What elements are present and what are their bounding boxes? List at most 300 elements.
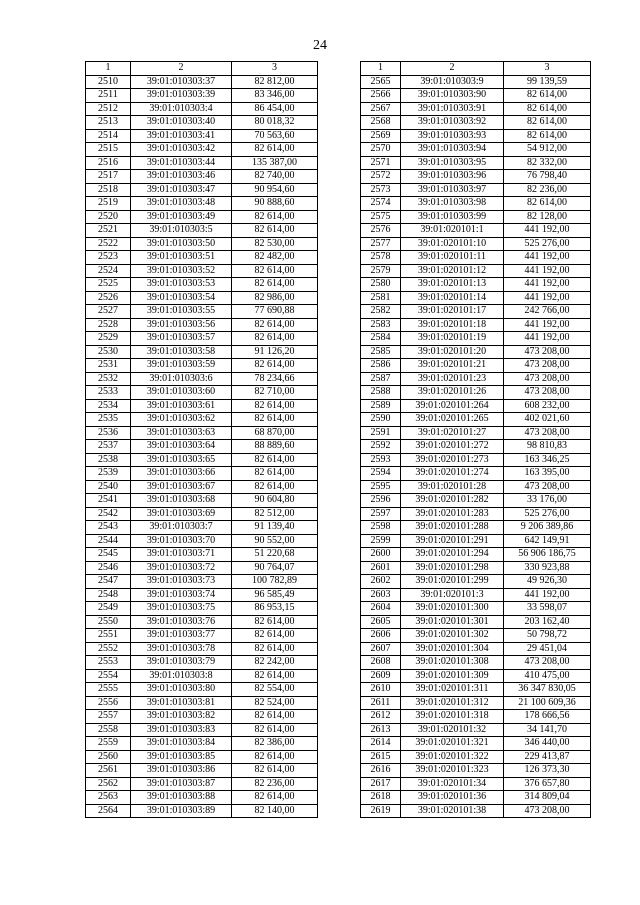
row-number-cell: 2525 — [86, 278, 131, 292]
table-row — [86, 669, 318, 683]
cadastral-number-cell: 39:01:020101:282 — [401, 494, 504, 508]
row-number-cell: 2551 — [86, 629, 131, 643]
table-row — [86, 602, 318, 616]
cadastral-number-cell: 39:01:010303:95 — [401, 156, 504, 170]
value-cell: 86 953,15 — [232, 602, 318, 616]
cadastral-number-cell: 39:01:010303:51 — [131, 251, 232, 265]
value-cell: 163 346,25 — [504, 453, 591, 467]
row-number-cell: 2553 — [86, 656, 131, 670]
row-number-cell: 2549 — [86, 602, 131, 616]
column-header-value: 3 — [504, 62, 591, 76]
cadastral-number-cell: 39:01:020101:21 — [401, 359, 504, 373]
row-number-cell: 2612 — [361, 710, 401, 724]
row-number-cell: 2595 — [361, 480, 401, 494]
column-header-number: 1 — [86, 62, 131, 76]
row-number-cell: 2600 — [361, 548, 401, 562]
cadastral-number-cell: 39:01:010303:91 — [401, 102, 504, 116]
cadastral-number-cell: 39:01:010303:76 — [131, 615, 232, 629]
table-row — [361, 332, 591, 346]
value-cell: 86 454,00 — [232, 102, 318, 116]
table-row — [86, 102, 318, 116]
table-row — [86, 791, 318, 805]
cadastral-number-cell: 39:01:020101:304 — [401, 642, 504, 656]
value-cell: 82 530,00 — [232, 237, 318, 251]
value-cell: 82 614,00 — [232, 629, 318, 643]
row-number-cell: 2615 — [361, 750, 401, 764]
cadastral-number-cell: 39:01:010303:55 — [131, 305, 232, 319]
row-number-cell: 2545 — [86, 548, 131, 562]
table-row — [86, 737, 318, 751]
row-number-cell: 2572 — [361, 170, 401, 184]
value-cell: 82 614,00 — [232, 359, 318, 373]
row-number-cell: 2608 — [361, 656, 401, 670]
value-cell: 82 332,00 — [504, 156, 591, 170]
cadastral-number-cell: 39:01:010303:64 — [131, 440, 232, 454]
cadastral-number-cell: 39:01:020101:13 — [401, 278, 504, 292]
table-row — [361, 143, 591, 157]
table-row — [361, 629, 591, 643]
cadastral-number-cell: 39:01:010303:39 — [131, 89, 232, 103]
value-cell: 82 236,00 — [504, 183, 591, 197]
row-number-cell: 2568 — [361, 116, 401, 130]
cadastral-number-cell: 39:01:010303:96 — [401, 170, 504, 184]
row-number-cell: 2611 — [361, 696, 401, 710]
table-row — [361, 156, 591, 170]
table-row — [86, 264, 318, 278]
value-cell: 473 208,00 — [504, 345, 591, 359]
row-number-cell: 2606 — [361, 629, 401, 643]
row-number-cell: 2520 — [86, 210, 131, 224]
row-number-cell: 2514 — [86, 129, 131, 143]
cadastral-number-cell: 39:01:020101:3 — [401, 588, 504, 602]
value-cell: 203 162,40 — [504, 615, 591, 629]
row-number-cell: 2613 — [361, 723, 401, 737]
value-cell: 473 208,00 — [504, 656, 591, 670]
table-row — [361, 588, 591, 602]
row-number-cell: 2521 — [86, 224, 131, 238]
cadastral-number-cell: 39:01:010303:83 — [131, 723, 232, 737]
cadastral-number-cell: 39:01:010303:57 — [131, 332, 232, 346]
value-cell: 82 614,00 — [232, 143, 318, 157]
table-row — [86, 345, 318, 359]
value-cell: 29 451,04 — [504, 642, 591, 656]
row-number-cell: 2537 — [86, 440, 131, 454]
value-cell: 91 126,20 — [232, 345, 318, 359]
value-cell: 98 810,83 — [504, 440, 591, 454]
row-number-cell: 2536 — [86, 426, 131, 440]
value-cell: 82 614,00 — [232, 480, 318, 494]
table-row — [361, 129, 591, 143]
row-number-cell: 2524 — [86, 264, 131, 278]
row-number-cell: 2587 — [361, 372, 401, 386]
table-row — [361, 426, 591, 440]
table-row — [86, 615, 318, 629]
value-cell: 525 276,00 — [504, 237, 591, 251]
table-row — [86, 750, 318, 764]
value-cell: 82 614,00 — [504, 129, 591, 143]
value-cell: 163 395,00 — [504, 467, 591, 481]
row-number-cell: 2540 — [86, 480, 131, 494]
table-header-row — [361, 62, 591, 76]
cadastral-number-cell: 39:01:020101:323 — [401, 764, 504, 778]
cadastral-number-cell: 39:01:010303:60 — [131, 386, 232, 400]
table-row — [86, 129, 318, 143]
cadastral-number-cell: 39:01:010303:59 — [131, 359, 232, 373]
cadastral-number-cell: 39:01:020101:321 — [401, 737, 504, 751]
value-cell: 76 798,40 — [504, 170, 591, 184]
value-cell: 441 192,00 — [504, 332, 591, 346]
value-cell: 473 208,00 — [504, 372, 591, 386]
value-cell: 82 524,00 — [232, 696, 318, 710]
table-row — [86, 170, 318, 184]
row-number-cell: 2512 — [86, 102, 131, 116]
value-cell: 99 139,59 — [504, 75, 591, 89]
row-number-cell: 2575 — [361, 210, 401, 224]
row-number-cell: 2598 — [361, 521, 401, 535]
cadastral-number-cell: 39:01:020101:34 — [401, 777, 504, 791]
row-number-cell: 2596 — [361, 494, 401, 508]
table-row — [361, 237, 591, 251]
row-number-cell: 2610 — [361, 683, 401, 697]
table-row — [361, 224, 591, 238]
row-number-cell: 2580 — [361, 278, 401, 292]
row-number-cell: 2559 — [86, 737, 131, 751]
value-cell: 441 192,00 — [504, 251, 591, 265]
row-number-cell: 2513 — [86, 116, 131, 130]
value-cell: 82 614,00 — [232, 723, 318, 737]
cadastral-number-cell: 39:01:010303:77 — [131, 629, 232, 643]
table-row — [86, 453, 318, 467]
value-cell: 82 614,00 — [232, 710, 318, 724]
row-number-cell: 2528 — [86, 318, 131, 332]
table-row — [86, 237, 318, 251]
table-row — [86, 629, 318, 643]
cadastral-number-cell: 39:01:020101:312 — [401, 696, 504, 710]
table-row — [86, 683, 318, 697]
row-number-cell: 2518 — [86, 183, 131, 197]
row-number-cell: 2510 — [86, 75, 131, 89]
value-cell: 242 766,00 — [504, 305, 591, 319]
value-cell: 178 666,56 — [504, 710, 591, 724]
cadastral-number-cell: 39:01:020101:11 — [401, 251, 504, 265]
value-cell: 82 614,00 — [232, 332, 318, 346]
cadastral-number-cell: 39:01:020101:308 — [401, 656, 504, 670]
cadastral-number-cell: 39:01:010303:98 — [401, 197, 504, 211]
value-cell: 21 100 609,36 — [504, 696, 591, 710]
row-number-cell: 2578 — [361, 251, 401, 265]
value-cell: 473 208,00 — [504, 386, 591, 400]
row-number-cell: 2566 — [361, 89, 401, 103]
value-cell: 82 614,00 — [232, 750, 318, 764]
value-cell: 90 764,07 — [232, 561, 318, 575]
table-row — [361, 669, 591, 683]
row-number-cell: 2590 — [361, 413, 401, 427]
row-number-cell: 2563 — [86, 791, 131, 805]
row-number-cell: 2570 — [361, 143, 401, 157]
cadastral-number-cell: 39:01:020101:10 — [401, 237, 504, 251]
cadastral-number-cell: 39:01:010303:53 — [131, 278, 232, 292]
value-cell: 50 798,72 — [504, 629, 591, 643]
cadastral-number-cell: 39:01:010303:40 — [131, 116, 232, 130]
row-number-cell: 2539 — [86, 467, 131, 481]
value-cell: 68 870,00 — [232, 426, 318, 440]
cadastral-number-cell: 39:01:010303:48 — [131, 197, 232, 211]
row-number-cell: 2516 — [86, 156, 131, 170]
cadastral-number-cell: 39:01:010303:46 — [131, 170, 232, 184]
table-row — [361, 507, 591, 521]
table-row — [86, 588, 318, 602]
value-cell: 82 140,00 — [232, 804, 318, 818]
row-number-cell: 2579 — [361, 264, 401, 278]
table-row — [86, 494, 318, 508]
row-number-cell: 2577 — [361, 237, 401, 251]
cadastral-number-cell: 39:01:020101:311 — [401, 683, 504, 697]
row-number-cell: 2511 — [86, 89, 131, 103]
value-cell: 608 232,00 — [504, 399, 591, 413]
cadastral-number-cell: 39:01:010303:81 — [131, 696, 232, 710]
table-row — [86, 183, 318, 197]
table-row — [361, 480, 591, 494]
table-row — [361, 548, 591, 562]
value-cell: 642 149,91 — [504, 534, 591, 548]
value-cell: 82 482,00 — [232, 251, 318, 265]
cadastral-number-cell: 39:01:010303:86 — [131, 764, 232, 778]
row-number-cell: 2599 — [361, 534, 401, 548]
cadastral-number-cell: 39:01:010303:73 — [131, 575, 232, 589]
row-number-cell: 2550 — [86, 615, 131, 629]
table-row — [86, 710, 318, 724]
row-number-cell: 2588 — [361, 386, 401, 400]
row-number-cell: 2554 — [86, 669, 131, 683]
cadastral-number-cell: 39:01:010303:9 — [401, 75, 504, 89]
row-number-cell: 2555 — [86, 683, 131, 697]
value-cell: 90 954,60 — [232, 183, 318, 197]
table-row — [361, 710, 591, 724]
row-number-cell: 2519 — [86, 197, 131, 211]
value-cell: 82 614,00 — [232, 615, 318, 629]
table-row — [361, 102, 591, 116]
table-row — [86, 386, 318, 400]
table-row — [361, 453, 591, 467]
table-row — [86, 399, 318, 413]
cadastral-number-cell: 39:01:020101:19 — [401, 332, 504, 346]
cadastral-number-cell: 39:01:020101:14 — [401, 291, 504, 305]
table-row — [86, 548, 318, 562]
table-row — [86, 156, 318, 170]
cadastral-number-cell: 39:01:010303:71 — [131, 548, 232, 562]
cadastral-number-cell: 39:01:020101:272 — [401, 440, 504, 454]
cadastral-number-cell: 39:01:010303:75 — [131, 602, 232, 616]
cadastral-number-cell: 39:01:010303:79 — [131, 656, 232, 670]
cadastral-number-cell: 39:01:010303:42 — [131, 143, 232, 157]
table-row — [361, 413, 591, 427]
table-row — [86, 278, 318, 292]
value-cell: 473 208,00 — [504, 359, 591, 373]
row-number-cell: 2560 — [86, 750, 131, 764]
value-cell: 70 563,60 — [232, 129, 318, 143]
cadastral-number-cell: 39:01:010303:6 — [131, 372, 232, 386]
table-row — [86, 804, 318, 818]
cadastral-number-cell: 39:01:010303:90 — [401, 89, 504, 103]
value-cell: 82 614,00 — [232, 278, 318, 292]
table-row — [86, 561, 318, 575]
table-header-row — [86, 62, 318, 76]
cadastral-number-cell: 39:01:010303:70 — [131, 534, 232, 548]
cadastral-number-cell: 39:01:010303:50 — [131, 237, 232, 251]
table-row — [361, 210, 591, 224]
cadastral-number-cell: 39:01:010303:66 — [131, 467, 232, 481]
row-number-cell: 2533 — [86, 386, 131, 400]
table-row — [86, 143, 318, 157]
value-cell: 314 809,04 — [504, 791, 591, 805]
value-cell: 82 986,00 — [232, 291, 318, 305]
cadastral-number-cell: 39:01:010303:65 — [131, 453, 232, 467]
row-number-cell: 2597 — [361, 507, 401, 521]
value-cell: 82 614,00 — [232, 413, 318, 427]
row-number-cell: 2529 — [86, 332, 131, 346]
value-cell: 100 782,89 — [232, 575, 318, 589]
row-number-cell: 2546 — [86, 561, 131, 575]
value-cell: 410 475,00 — [504, 669, 591, 683]
cadastral-number-cell: 39:01:020101:322 — [401, 750, 504, 764]
cadastral-number-cell: 39:01:020101:283 — [401, 507, 504, 521]
cadastral-number-cell: 39:01:010303:80 — [131, 683, 232, 697]
column-header-value: 3 — [232, 62, 318, 76]
value-cell: 82 614,00 — [232, 210, 318, 224]
row-number-cell: 2574 — [361, 197, 401, 211]
table-row — [86, 251, 318, 265]
cadastral-number-cell: 39:01:010303:7 — [131, 521, 232, 535]
value-cell: 126 373,30 — [504, 764, 591, 778]
row-number-cell: 2616 — [361, 764, 401, 778]
cadastral-number-cell: 39:01:010303:63 — [131, 426, 232, 440]
value-cell: 82 812,00 — [232, 75, 318, 89]
value-cell: 82 614,00 — [504, 89, 591, 103]
row-number-cell: 2565 — [361, 75, 401, 89]
table-row — [361, 737, 591, 751]
cadastral-number-cell: 39:01:010303:4 — [131, 102, 232, 116]
cadastral-number-cell: 39:01:010303:78 — [131, 642, 232, 656]
cadastral-number-cell: 39:01:010303:61 — [131, 399, 232, 413]
row-number-cell: 2592 — [361, 440, 401, 454]
value-cell: 82 236,00 — [232, 777, 318, 791]
value-cell: 82 614,00 — [504, 102, 591, 116]
value-cell: 229 413,87 — [504, 750, 591, 764]
row-number-cell: 2583 — [361, 318, 401, 332]
register-table-right — [360, 61, 591, 818]
cadastral-number-cell: 39:01:010303:52 — [131, 264, 232, 278]
value-cell: 82 614,00 — [232, 669, 318, 683]
value-cell: 441 192,00 — [504, 291, 591, 305]
row-number-cell: 2581 — [361, 291, 401, 305]
cadastral-number-cell: 39:01:010303:67 — [131, 480, 232, 494]
value-cell: 82 614,00 — [232, 764, 318, 778]
value-cell: 376 657,80 — [504, 777, 591, 791]
cadastral-number-cell: 39:01:020101:28 — [401, 480, 504, 494]
table-row — [86, 642, 318, 656]
table-row — [86, 413, 318, 427]
cadastral-number-cell: 39:01:020101:264 — [401, 399, 504, 413]
value-cell: 82 614,00 — [232, 453, 318, 467]
row-number-cell: 2552 — [86, 642, 131, 656]
row-number-cell: 2603 — [361, 588, 401, 602]
cadastral-number-cell: 39:01:020101:318 — [401, 710, 504, 724]
table-row — [86, 197, 318, 211]
cadastral-number-cell: 39:01:020101:291 — [401, 534, 504, 548]
table-row — [361, 750, 591, 764]
cadastral-number-cell: 39:01:020101:301 — [401, 615, 504, 629]
value-cell: 34 141,70 — [504, 723, 591, 737]
value-cell: 49 926,30 — [504, 575, 591, 589]
table-row — [361, 696, 591, 710]
row-number-cell: 2543 — [86, 521, 131, 535]
cadastral-number-cell: 39:01:020101:298 — [401, 561, 504, 575]
value-cell: 77 690,88 — [232, 305, 318, 319]
value-cell: 80 018,32 — [232, 116, 318, 130]
cadastral-number-cell: 39:01:010303:94 — [401, 143, 504, 157]
table-row — [361, 305, 591, 319]
table-row — [361, 602, 591, 616]
value-cell: 473 208,00 — [504, 480, 591, 494]
cadastral-number-cell: 39:01:020101:23 — [401, 372, 504, 386]
table-row — [361, 89, 591, 103]
row-number-cell: 2530 — [86, 345, 131, 359]
table-row — [361, 278, 591, 292]
cadastral-number-cell: 39:01:010303:54 — [131, 291, 232, 305]
cadastral-number-cell: 39:01:020101:294 — [401, 548, 504, 562]
cadastral-number-cell: 39:01:010303:92 — [401, 116, 504, 130]
table-row — [361, 683, 591, 697]
row-number-cell: 2585 — [361, 345, 401, 359]
value-cell: 88 889,60 — [232, 440, 318, 454]
table-row — [361, 777, 591, 791]
value-cell: 82 614,00 — [232, 467, 318, 481]
value-cell: 82 614,00 — [232, 264, 318, 278]
row-number-cell: 2532 — [86, 372, 131, 386]
table-row — [361, 399, 591, 413]
value-cell: 82 614,00 — [232, 642, 318, 656]
value-cell: 135 387,00 — [232, 156, 318, 170]
table-row — [86, 75, 318, 89]
cadastral-number-cell: 39:01:010303:58 — [131, 345, 232, 359]
cadastral-number-cell: 39:01:020101:17 — [401, 305, 504, 319]
row-number-cell: 2584 — [361, 332, 401, 346]
cadastral-number-cell: 39:01:010303:68 — [131, 494, 232, 508]
cadastral-number-cell: 39:01:010303:74 — [131, 588, 232, 602]
cadastral-number-cell: 39:01:010303:88 — [131, 791, 232, 805]
row-number-cell: 2535 — [86, 413, 131, 427]
value-cell: 441 192,00 — [504, 264, 591, 278]
value-cell: 90 604,80 — [232, 494, 318, 508]
row-number-cell: 2547 — [86, 575, 131, 589]
value-cell: 33 598,07 — [504, 602, 591, 616]
value-cell: 33 176,00 — [504, 494, 591, 508]
cadastral-number-cell: 39:01:010303:62 — [131, 413, 232, 427]
column-header-number: 1 — [361, 62, 401, 76]
value-cell: 91 139,40 — [232, 521, 318, 535]
cadastral-number-cell: 39:01:020101:1 — [401, 224, 504, 238]
row-number-cell: 2523 — [86, 251, 131, 265]
row-number-cell: 2564 — [86, 804, 131, 818]
value-cell: 82 242,00 — [232, 656, 318, 670]
value-cell: 441 192,00 — [504, 224, 591, 238]
column-header-cadastral: 2 — [131, 62, 232, 76]
value-cell: 473 208,00 — [504, 426, 591, 440]
table-row — [86, 116, 318, 130]
row-number-cell: 2558 — [86, 723, 131, 737]
value-cell: 82 554,00 — [232, 683, 318, 697]
table-row — [361, 642, 591, 656]
